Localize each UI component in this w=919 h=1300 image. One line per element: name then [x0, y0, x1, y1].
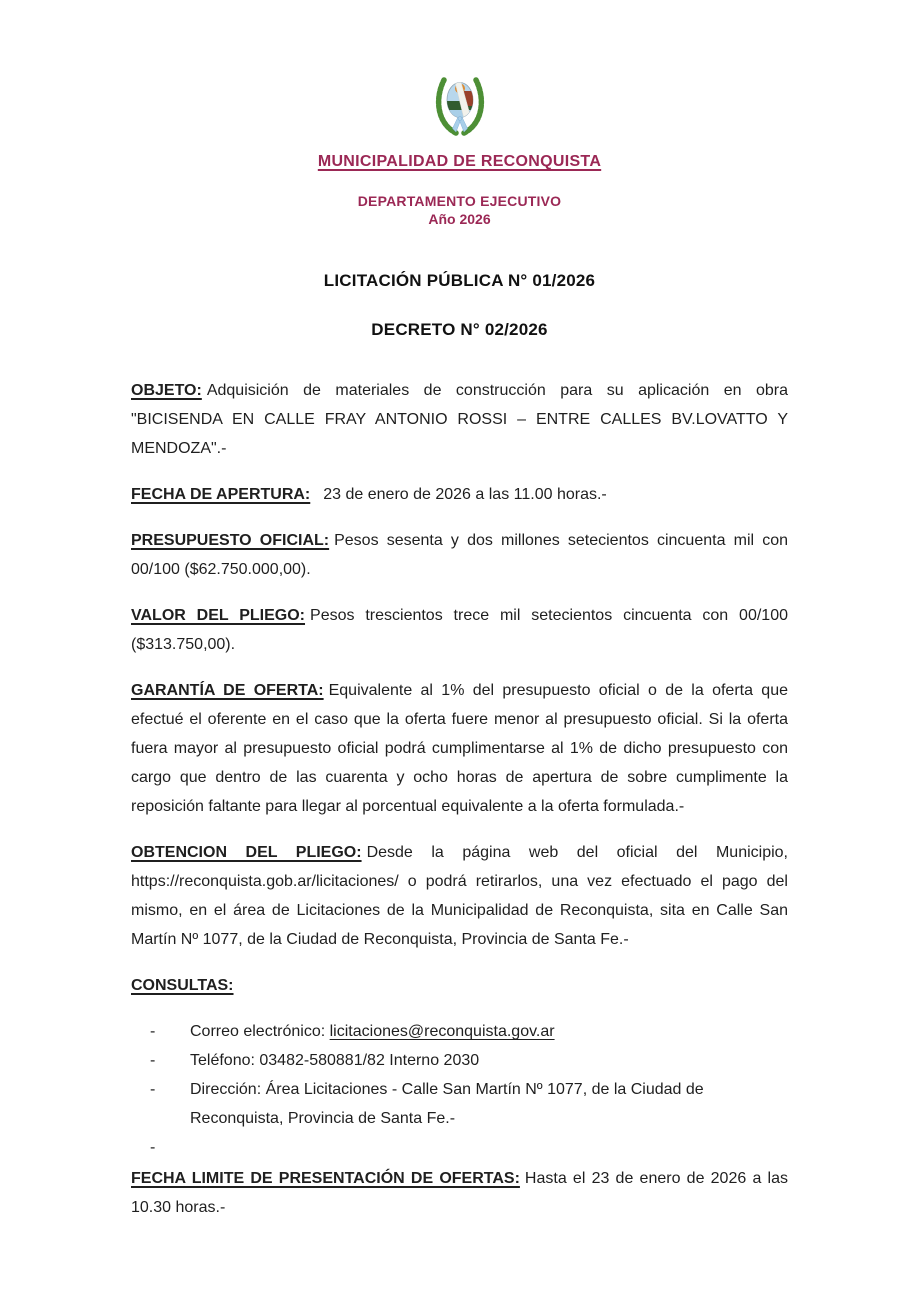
tender-title: LICITACIÓN PÚBLICA N° 01/2026 — [323, 271, 596, 290]
list-item-phone — [131, 1046, 788, 1075]
section-obtencion-text-after: o podrá retirarlos, una vez efectuado el pago del mismo, en el área de Licitaciones de la Municipalidad de Reconquista, sita en Calle San Martín Nº 1077, de la Ciudad de Reconquista, Provincia de Santa Fe.- — [131, 873, 788, 948]
municipality-name: MUNICIPALIDAD DE RECONQUISTA — [317, 153, 602, 170]
list-item-email — [131, 1017, 788, 1046]
bullet-dash: - — [150, 1052, 156, 1069]
section-objeto-text: Adquisición de materiales de construcción para su aplicación en obra "BICISENDA EN CALLE FRAY ANTONIO ROSSI – ENTRE CALLES BV.LOVATTO Y MENDOZA".- — [131, 382, 788, 457]
section-valor-pliego — [131, 601, 788, 659]
section-garantia-oferta — [131, 676, 788, 821]
section-presupuesto-text: Pesos sesenta y dos millones setecientos cincuenta mil con 00/100 ($62.750.000,00). — [131, 532, 789, 578]
bullet-dash: - — [150, 1081, 156, 1098]
department-name: DEPARTAMENTO EJECUTIVO — [357, 193, 562, 209]
email-line — [190, 1017, 788, 1046]
section-presupuesto-oficial — [131, 526, 788, 584]
consultas-heading: CONSULTAS: — [131, 977, 234, 994]
section-valor-label: VALOR DEL PLIEGO: — [131, 607, 306, 624]
section-fecha-apertura-text: 23 de enero de 2026 a las 11.00 horas.- — [323, 486, 607, 503]
email-label: Correo electrónico: — [190, 1023, 330, 1040]
section-garantia-text: Equivalente al 1% del presupuesto oficial o de la oferta que efectué el oferente en el caso que la oferta fuere menor al presupuesto oficial. Si la oferta fuera mayor al presupuesto oficial podrá cumplimentarse al 1% de dicho presupuesto con cargo que dentro de las cuarenta y ocho horas de apertura de sobre cumplimente la reposición faltante para llegar al porcentual equivalente a la oferta formulada.- — [131, 682, 788, 815]
section-fecha-apertura-label: FECHA DE APERTURA: — [131, 486, 311, 503]
section-fecha-limite-text: Hasta el 23 de enero de 2026 a las 10.30 horas.- — [131, 1170, 789, 1216]
year-label: Año 2026 — [428, 211, 491, 227]
bullet-dash: - — [150, 1139, 156, 1156]
coat-of-arms-icon — [430, 125, 490, 142]
section-presupuesto-label: PRESUPUESTO OFICIAL: — [131, 532, 330, 549]
document-header — [131, 72, 788, 227]
section-fecha-limite — [131, 1164, 788, 1222]
phone-text: Teléfono: 03482-580881/82 Interno 2030 — [190, 1052, 480, 1069]
section-valor-text: Pesos trescientos trece mil setecientos cincuenta con 00/100 ($313.750,00). — [131, 607, 788, 653]
empty-text — [190, 1133, 788, 1162]
ribbon — [452, 117, 467, 133]
section-obtencion-pliego — [131, 838, 788, 954]
section-obtencion-label: OBTENCION DEL PLIEGO: — [131, 844, 362, 861]
bullet-dash: - — [150, 1023, 156, 1040]
consultas-list — [131, 1017, 788, 1162]
email-link[interactable]: licitaciones@reconquista.gov.ar — [329, 1023, 555, 1040]
address-text: Dirección: Área Licitaciones - Calle San Martín Nº 1077, de la Ciudad de Reconquista, Provincia de Santa Fe.- — [190, 1081, 704, 1127]
section-garantia-label: GARANTÍA DE OFERTA: — [131, 682, 324, 699]
section-fecha-apertura — [131, 480, 788, 509]
section-fecha-limite-label: FECHA LIMITE DE PRESENTACIÓN DE OFERTAS: — [131, 1170, 520, 1187]
section-obtencion-text-before: Desde la página web del oficial del Municipio, — [366, 844, 789, 861]
document-body — [131, 376, 788, 1222]
pliego-url-link[interactable]: https://reconquista.gob.ar/licitaciones/ — [131, 873, 399, 890]
list-item-empty — [131, 1133, 788, 1162]
list-item-address — [131, 1075, 788, 1133]
decree-title: DECRETO N° 02/2026 — [371, 320, 548, 339]
section-objeto — [131, 376, 788, 463]
section-objeto-label: OBJETO: — [131, 382, 202, 399]
